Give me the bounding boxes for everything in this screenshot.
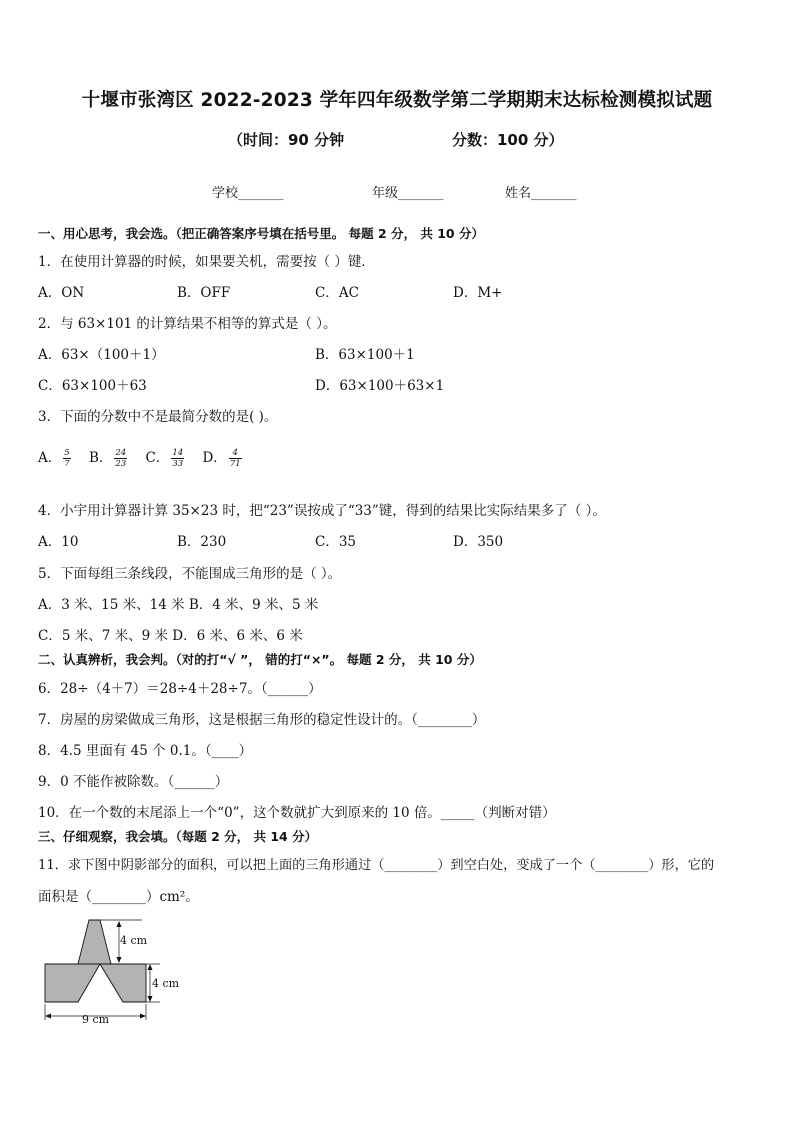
figure-label-width: 9 cm bbox=[82, 1013, 110, 1026]
fraction-denominator: 7 bbox=[64, 459, 70, 469]
q4-stem: 4．小宇用计算器计算 35×23 时，把“23”误按成了“33”键，得到的结果比实际结果多了（ ）。 bbox=[38, 503, 606, 519]
q3-option-c-label: C． bbox=[145, 450, 170, 466]
q4-option-a: A．10 bbox=[38, 534, 79, 550]
q6-stem: 6．28÷（4＋7）＝28÷4＋28÷7。（______） bbox=[38, 681, 322, 697]
q7-stem: 7．房屋的房梁做成三角形，这是根据三角形的稳定性设计的。（________） bbox=[38, 712, 486, 728]
q3-option-b-label: B． bbox=[88, 450, 113, 466]
q2-stem: 2．与 63×101 的计算结果不相等的算式是（ ）。 bbox=[38, 316, 337, 332]
q3-option-b-fraction bbox=[114, 448, 127, 469]
q3-option-a-fraction bbox=[63, 448, 70, 469]
q2-option-a: A．63×（100＋1） bbox=[38, 347, 165, 363]
q1-option-b: B．OFF bbox=[177, 285, 231, 301]
fraction-numerator: 5 bbox=[64, 448, 70, 458]
fraction-numerator: 14 bbox=[172, 448, 184, 458]
q4-option-c: C．35 bbox=[315, 534, 357, 550]
q11-stem-line2: 面积是（________）cm²。 bbox=[38, 889, 199, 905]
shaded-region bbox=[45, 964, 146, 1002]
q3-option-d-label: D． bbox=[202, 450, 227, 466]
q1-stem: 1．在使用计算器的时候，如果要关机，需要按（ ）键． bbox=[38, 254, 375, 270]
q1-option-c: C．AC bbox=[315, 285, 359, 301]
q11-stem-line1: 11．求下图中阴影部分的面积，可以把上面的三角形通过（________）到空白处，变成了一个（________）形，它的 bbox=[38, 858, 715, 873]
q3-option-c-fraction bbox=[171, 448, 184, 469]
q8-stem: 8．4.5 里面有 45 个 0.1。（____） bbox=[38, 743, 253, 759]
exam-title: 十堰市张湾区 2022-2023 学年四年级数学第二学期期末达标检测模拟试题 bbox=[81, 90, 713, 111]
fraction-denominator: 23 bbox=[115, 459, 127, 469]
q5-options-cd: C．5 米、7 米、9 米 D．6 米、6 米、6 米 bbox=[38, 628, 303, 644]
fraction-numerator: 24 bbox=[115, 448, 127, 458]
q3-option-d-fraction bbox=[229, 448, 242, 469]
q2-option-b: B．63×100＋1 bbox=[315, 347, 415, 363]
figure-label-top-height: 4 cm bbox=[120, 934, 148, 947]
fraction-numerator: 4 bbox=[229, 448, 242, 459]
fraction-denominator: 33 bbox=[172, 459, 184, 469]
top-triangle bbox=[78, 920, 111, 964]
q9-stem: 9．0 不能作被除数。（______） bbox=[38, 774, 229, 790]
school-field: 学校_______ bbox=[212, 186, 284, 201]
q5-stem: 5．下面每组三条线段，不能围成三角形的是（ ）。 bbox=[38, 566, 342, 582]
section-1-heading: 一、用心思考，我会选。（把正确答案序号填在括号里。 每题 2 分， 共 10 分） bbox=[38, 226, 484, 241]
q3-option-a-label: A． bbox=[38, 450, 62, 466]
q10-stem: 10．在一个数的末尾添上一个“0”，这个数就扩大到原来的 10 倍。_____（判断对错） bbox=[38, 805, 556, 821]
q11-figure bbox=[36, 914, 196, 1030]
grade-field: 年级_______ bbox=[372, 186, 444, 201]
figure-label-right-height: 4 cm bbox=[152, 977, 180, 990]
q4-option-b: B．230 bbox=[177, 534, 227, 550]
q3-options bbox=[38, 446, 248, 469]
section-3-heading: 三、仔细观察，我会填。（每题 2 分， 共 14 分） bbox=[38, 829, 318, 844]
q1-option-a: A．ON bbox=[38, 285, 85, 301]
section-2-heading: 二、认真辨析，我会判。（对的打“√ ”， 错的打“×”。 每题 2 分， 共 10 分） bbox=[38, 652, 482, 667]
fraction-denominator: 71 bbox=[229, 459, 241, 469]
q5-options-ab: A．3 米、15 米、14 米 B．4 米、9 米、5 米 bbox=[38, 597, 319, 613]
exam-time: （时间：90 分钟 bbox=[228, 131, 345, 149]
q2-option-d: D．63×100＋63×1 bbox=[315, 378, 445, 394]
q1-option-d: D．M+ bbox=[453, 285, 503, 301]
q4-option-d: D．350 bbox=[453, 534, 504, 550]
q3-stem: 3．下面的分数中不是最简分数的是( )。 bbox=[38, 409, 278, 425]
name-field: 姓名_______ bbox=[505, 186, 577, 201]
q2-option-c: C．63×100＋63 bbox=[38, 378, 147, 394]
exam-score: 分数：100 分） bbox=[452, 131, 564, 149]
